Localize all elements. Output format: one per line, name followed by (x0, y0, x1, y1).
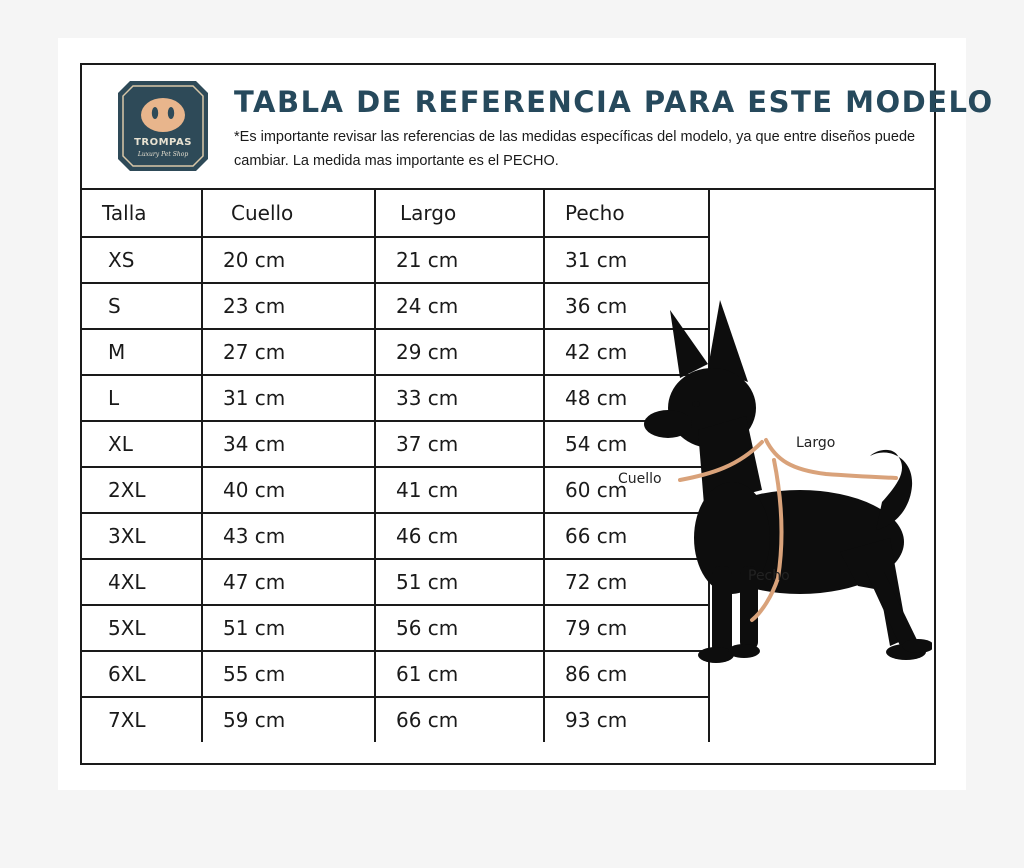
size-cell: XS (82, 237, 202, 283)
measure-cell: 21 cm (375, 237, 544, 283)
column-header: Talla (82, 189, 202, 237)
measure-cell: 61 cm (375, 651, 544, 697)
measure-cell: 51 cm (202, 605, 375, 651)
logo-subtext: Luxury Pet Shop (137, 151, 189, 158)
size-cell: 4XL (82, 559, 202, 605)
measure-cell: 20 cm (202, 237, 375, 283)
column-header: Pecho (544, 189, 709, 237)
trompas-logo (116, 79, 210, 173)
logo-text: TROMPAS (134, 137, 192, 148)
measure-cell: 54 cm (544, 421, 709, 467)
table-row (82, 237, 709, 283)
table-row (82, 697, 709, 742)
chart-note: *Es importante revisar las referencias de las medidas específicas del modelo, ya que entre diseños puede cambiar. La medida mas importante es el PECHO. (234, 129, 916, 169)
measure-cell: 27 cm (202, 329, 375, 375)
measure-cell: 29 cm (375, 329, 544, 375)
measure-cell: 93 cm (544, 697, 709, 742)
measure-cell: 59 cm (202, 697, 375, 742)
measure-cell: 48 cm (544, 375, 709, 421)
chest-label: Pecho (748, 568, 790, 584)
size-cell: 5XL (82, 605, 202, 651)
measure-cell: 31 cm (202, 375, 375, 421)
column-header: Largo (375, 189, 544, 237)
measure-cell: 72 cm (544, 559, 709, 605)
size-cell: 6XL (82, 651, 202, 697)
column-header: Cuello (202, 189, 375, 237)
measure-cell: 37 cm (375, 421, 544, 467)
measure-cell: 36 cm (544, 283, 709, 329)
measure-cell: 60 cm (544, 467, 709, 513)
length-label: Largo (796, 435, 836, 451)
measure-cell: 66 cm (544, 513, 709, 559)
measure-cell: 24 cm (375, 283, 544, 329)
size-chart-sheet (80, 63, 994, 765)
chart-header (82, 65, 994, 190)
measure-cell: 40 cm (202, 467, 375, 513)
measure-cell: 34 cm (202, 421, 375, 467)
measure-cell: 47 cm (202, 559, 375, 605)
measure-cell: 33 cm (375, 375, 544, 421)
size-cell: M (82, 329, 202, 375)
measure-cell: 79 cm (544, 605, 709, 651)
measure-cell: 51 cm (375, 559, 544, 605)
size-cell: 7XL (82, 697, 202, 742)
table-header-row (82, 189, 709, 237)
neck-label: Cuello (618, 471, 662, 487)
measure-cell: 55 cm (202, 651, 375, 697)
size-cell: 3XL (82, 513, 202, 559)
size-cell: XL (82, 421, 202, 467)
measure-cell: 46 cm (375, 513, 544, 559)
measure-cell: 31 cm (544, 237, 709, 283)
size-cell: 2XL (82, 467, 202, 513)
chart-title: TABLA DE REFERENCIA PARA ESTE MODELO (234, 85, 994, 119)
measure-cell: 41 cm (375, 467, 544, 513)
measure-cell: 86 cm (544, 651, 709, 697)
size-cell: L (82, 375, 202, 421)
size-cell: S (82, 283, 202, 329)
dog-silhouette (644, 300, 932, 663)
measure-cell: 42 cm (544, 329, 709, 375)
measure-cell: 23 cm (202, 283, 375, 329)
measure-cell: 43 cm (202, 513, 375, 559)
measure-cell: 66 cm (375, 697, 544, 742)
measure-cell: 56 cm (375, 605, 544, 651)
